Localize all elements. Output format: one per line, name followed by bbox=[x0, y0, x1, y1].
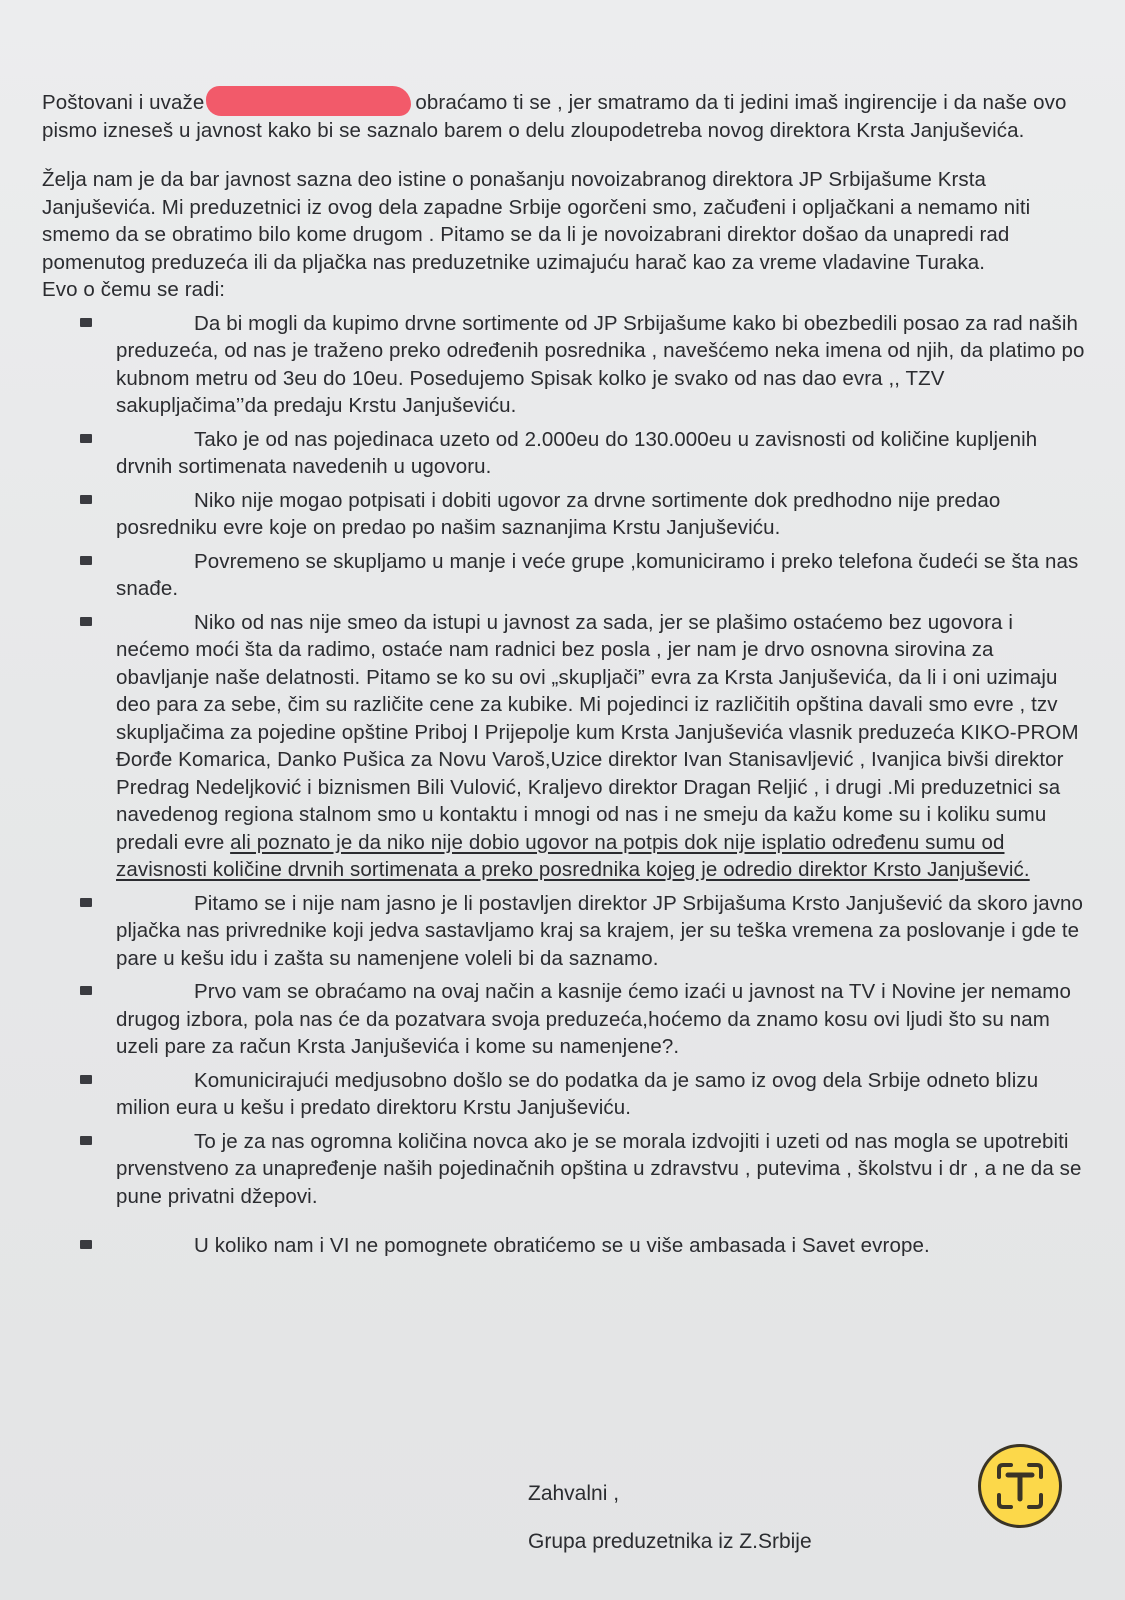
list-item-text: Povremeno se skupljamo u manje i veće grupe ,komuniciramo i preko telefona čudeći se šta nas snađe. bbox=[116, 549, 1079, 600]
bullet-icon bbox=[80, 1136, 92, 1145]
list-item bbox=[42, 310, 1092, 420]
closing-block bbox=[528, 1480, 812, 1556]
intro-start: Poštovani i uvaže bbox=[42, 91, 205, 114]
list-item bbox=[42, 487, 1092, 542]
bullet-icon bbox=[80, 1240, 92, 1249]
context-paragraph: Želja nam je da bar javnost sazna deo istine o ponašanju novoizabranog direktora JP Srbijašume Krsta Janjuševića. Mi preduzetnici iz ovog dela zapadne Srbije ogorčeni smo, začuđeni i opljačkani a nemamo niti smemo da se obratimo bilo kome drugom . Pitamo se da li je novoizabrani direktor došao da unapredi rad pomenutog preduzeća ili da pljačka nas preduzetnike uzimajuću harač kao za vreme vladavine Turaka. bbox=[42, 168, 1031, 274]
closing-line: Zahvalni , bbox=[528, 1482, 620, 1505]
intro-paragraph bbox=[42, 86, 1092, 144]
bullet-icon bbox=[80, 495, 92, 504]
text-scan-glyph bbox=[981, 1447, 1059, 1525]
list-item bbox=[42, 548, 1092, 603]
list-item bbox=[42, 890, 1092, 973]
list-item bbox=[42, 426, 1092, 481]
list-item-text: Prvo vam se obraćamo na ovaj način a kasnije ćemo izaći u javnost na TV i Novine jer nemamo drugog izbora, pola nas će da pozatvara svoja preduzeća,hoćemo da znamo kosu ovi ljudi što su nam uzeli pare za račun Krsta Janjuševića i kome su namenjene?. bbox=[116, 980, 1071, 1058]
redaction-mark bbox=[206, 86, 411, 116]
list-item-text: Komunicirajući medjusobno došlo se do podatka da je samo iz ovog dela Srbije odneto blizu milion eura u kešu i predato direktoru Krstu Janjuševiću. bbox=[116, 1068, 1039, 1119]
signature-line: Grupa preduzetnika iz Z.Srbije bbox=[528, 1530, 812, 1553]
list-item-text: To je za nas ogromna količina novca ako je se morala izdvojiti i uzeti od nas mogla se upotrebiti prvenstveno za unapređenje naših pojedinačnih opština u zdravstvu , putevima , školstvu i dr , a ne da se pune privatni džepovi. bbox=[116, 1129, 1082, 1208]
list-item bbox=[42, 1232, 1092, 1260]
allegations-list bbox=[42, 310, 1092, 1260]
lead-in-line: Evo o čemu se radi: bbox=[42, 278, 226, 301]
letter-body bbox=[42, 86, 1092, 1266]
list-item-text: Niko nije mogao potpisati i dobiti ugovor za drvne sortimente dok predhodno nije predao posredniku evre koje on predao po našim saznanjima Krstu Janjuševiću. bbox=[116, 488, 1001, 539]
list-item-main-text: Niko od nas nije smeo da istupi u javnost za sada, jer se plašimo ostaćemo bez ugovora i nećemo moći šta da radimo, ostaće nam radnici bez posla , jer nam je drvo osnovna sirovina za obavljanje naše delatnosti. Pitamo se ko su ovi „skupljači” evra za Krsta Janjuševića, da li i oni uzimaju deo para za sebe, čim su različite cene za kubike. Mi pojedinci iz različitih opština davali smo evre , tzv skupljačima za pojedine opštine Priboj I Prijepolje kum Krsta Janjuševića vlasnik preduzeća KIKO-PROM Đorđe Komarica, Danko Pušica za Novu Varoš,Uzice direktor Ivan Stanisavljević , Ivanjica bivši direktor Predrag Nedeljković i biznismen Bili Vulović, Kraljevo direktor Dragan Reljić , i drugi .Mi preduzetnici sa navedenog regiona stalnom smo u kontaktu i mnogi od nas i ne smeju da kažu kome su i koliku sumu predali evre bbox=[116, 610, 1079, 854]
list-item-text: Da bi mogli da kupimo drvne sortimente od JP Srbijašume kako bi obezbedili posao za rad naših preduzeća, od nas je traženo preko određenih posrednika , navešćemo neka imena od njih, da platimo po kubnom metru od 3eu do 10eu. Posedujemo Spisak kolko je svako od nas dao evra ,, TZV sakupljačima’’da predaju Krstu Janjuševiću. bbox=[116, 311, 1085, 417]
text-scan-icon[interactable] bbox=[978, 1444, 1062, 1528]
list-item-text: Pitamo se i nije nam jasno je li postavljen direktor JP Srbijašuma Krsto Janjušević da skoro javno pljačka nas privrednike koji jedva sastavljamo kraj sa krajem, jer su teška vremena za poslovanje i gde te pare u kešu idu i zašta su namenjene voleli bi da saznamo. bbox=[116, 891, 1084, 970]
list-item bbox=[42, 609, 1092, 884]
underlined-statement: ali poznato je da niko nije dobio ugovor na potpis dok nije isplatio određenu sumu od zavisnosti količine drvnih sortimenata a preko posrednika kojeg je odredio direktor Krsto Janjušević. bbox=[116, 830, 1030, 881]
bullet-icon bbox=[80, 318, 92, 327]
list-item bbox=[42, 978, 1092, 1061]
bullet-icon bbox=[80, 1075, 92, 1084]
bullet-icon bbox=[80, 986, 92, 995]
bullet-icon bbox=[80, 434, 92, 443]
list-item bbox=[42, 1128, 1092, 1211]
list-item-text bbox=[116, 609, 1092, 884]
bullet-icon bbox=[80, 556, 92, 565]
bullet-icon bbox=[80, 617, 92, 626]
list-item-text: Tako je od nas pojedinaca uzeto od 2.000eu do 130.000eu u zavisnosti od količine kupljenih drvnih sortimenata navedenih u ugovoru. bbox=[116, 427, 1038, 478]
intro-rest: obraćamo ti se , jer smatramo da ti jedini imaš ingirencije i da naše ovo pismo izneseš u javnost kako bi se saznalo barem o delu zloupodetreba novog direktora Krsta Janjuševića. bbox=[42, 91, 1067, 142]
list-item bbox=[42, 1067, 1092, 1122]
bullet-icon bbox=[80, 898, 92, 907]
list-item-text: U koliko nam i VI ne pomognete obratićemo se u više ambasada i Savet evrope. bbox=[194, 1234, 930, 1257]
